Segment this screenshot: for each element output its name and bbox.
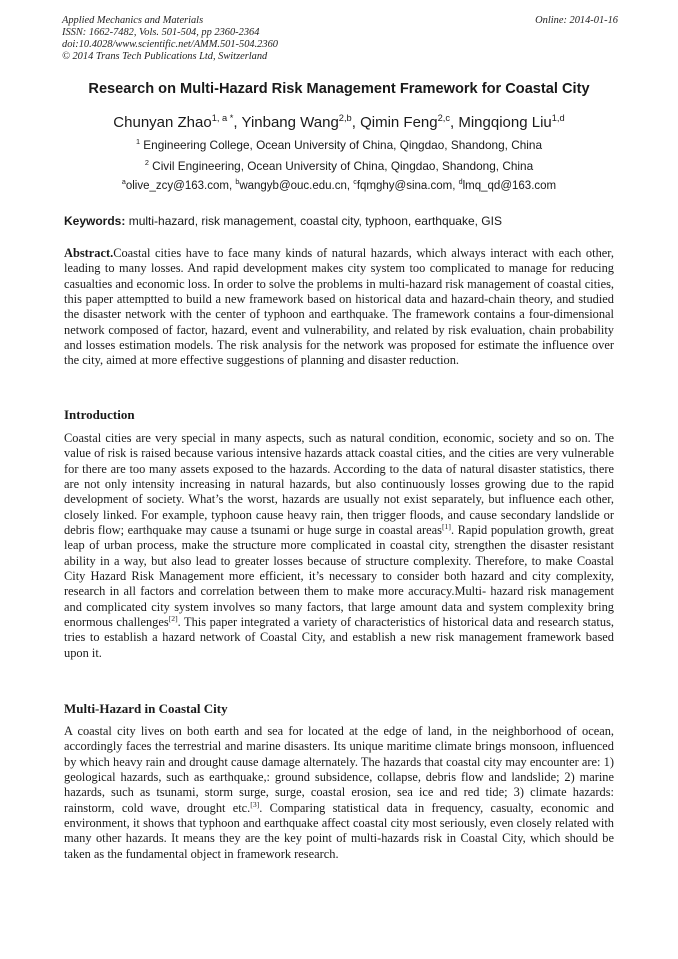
keywords-line — [64, 214, 620, 229]
affiliation-text: Engineering College, Ocean University of China, Qingdao, Shandong, China — [140, 138, 543, 152]
email-link[interactable]: lmq_qd@163.com — [462, 180, 557, 192]
journal-header — [62, 15, 618, 63]
email-sup: b — [235, 178, 240, 187]
email-sup: c — [353, 178, 357, 187]
author-name: Qimin Feng — [360, 114, 438, 131]
keywords-label: Keywords: — [64, 214, 126, 228]
abstract-label: Abstract. — [64, 246, 114, 260]
citation-ref[interactable]: [3] — [250, 799, 260, 809]
email-separator: , — [228, 180, 236, 192]
author-sup: 2,b — [338, 113, 352, 123]
author-name: Yinbang Wang — [241, 114, 339, 131]
multi-hazard-text: A coastal city lives on both earth and sea for located at the edge of land, in the neighborhood of ocean, accordingly faces the terrestrial and marine disasters. Its unique maritime climate brings monsoon, influenced by which heavy rain and drought cause damage alternately. The hazards that coastal city may encounter are: 1) geological hazards, such as earthquake,: ground subsidence, collapse, debris flow and landslide; 2) marine hazards, such as tsunami, storm surge, surge, coastal erosion, sea ice and red tide; 3) climate hazards: rainstorm, cold wave, drought etc. — [64, 724, 614, 815]
intro-text: . This paper integrated a variety of characteristics of historical data and research status, tries to establish a hazard network of Coastal City, and establish a new risk management framework based upon it. — [64, 615, 614, 660]
author-sup: 1,d — [551, 113, 565, 123]
email-link[interactable]: wangyb@ouc.edu.cn — [239, 180, 347, 192]
intro-text: . Rapid population growth, great leap of urban process, make the structure more complicated in coastal city, strengthen the disaster resistant ability in a way, but also lead to greater losses because of structure complexity. Therefore, to make Coastal City Hazard Risk Management more efficient, it’s necessary to consider both hazard and city complexity, research in all factors and correlation between them to make more accuracy.Multi- hazard risk management and complicated city system involves so many factors, that large amount data and system complexity bring enormous challenges — [64, 523, 614, 630]
email-separator: , — [452, 180, 459, 192]
author-sup: 1, a * — [211, 113, 234, 123]
paper-title: Research on Multi-Hazard Risk Management Framework for Coastal City — [88, 81, 590, 97]
online-date: Online: 2014-01-16 — [535, 15, 618, 26]
email-separator: , — [346, 180, 354, 192]
abstract-paragraph — [64, 246, 614, 369]
copyright-line: © 2014 Trans Tech Publications Ltd, Switzerland — [62, 51, 268, 62]
author-sup: 2,c — [437, 113, 451, 123]
issn-line: ISSN: 1662-7482, Vols. 501-504, pp 2360-2364 — [62, 27, 260, 38]
author-name: Mingqiong Liu — [458, 114, 552, 131]
affiliation-text: Civil Engineering, Ocean University of China, Qingdao, Shandong, China — [148, 159, 534, 173]
abstract-text: Coastal cities have to face many kinds of natural hazards, which always interact with each other, leading to many losses. And rapid development makes city system too complicated to manage for reducing casualties and economic loss. In order to solve the problems in multi-hazard risk management of coastal cities, this paper attemptted to build a new framework based on historical data and hazard-chain theory, and studied the disaster network with the center of typhoon and earthquake. The framework contains a four-dimensional network composed of factor, hazard, event and vulnerability, and related by risk evaluation, chain probability and losses estimation models. The risk analysis for the network was proposed for estimate the influence over the city, aimed at more effective suggestions of planning and disaster reduction. — [64, 246, 614, 368]
author-list — [20, 113, 658, 133]
intro-text: Coastal cities are very special in many aspects, such as natural condition, economic, society and so on. The value of risk is raised because various intensive hazards attack coastal cities, and the cities are very vulnerable for there are too many assets exposed to the hazards. According to the data of natural disaster statistics, there are not only intensity increasing in natural hazards, but also continuously losses growing due to the rapid development of society. What’s the worst, hazards are usually not exist separately, but influence each other, closely linked. For example, typhoon cause heavy rain, then trigger floods, and cause secondary landslide or debris flow; earthquake may cause a tsunami or huge surge in coastal areas — [64, 431, 614, 538]
affiliation-sup: 1 — [135, 137, 141, 147]
citation-ref[interactable]: [1] — [442, 521, 451, 531]
email-link[interactable]: fqmghy@sina.com — [356, 180, 453, 192]
email-list — [20, 179, 658, 194]
keywords-text: multi-hazard, risk management, coastal city, typhoon, earthquake, GIS — [125, 214, 502, 228]
journal-name: Applied Mechanics and Materials — [62, 15, 204, 26]
author-separator: , — [351, 114, 361, 131]
doi-line: doi:10.4028/www.scientific.net/AMM.501-504.2360 — [62, 39, 278, 50]
author-name: Chunyan Zhao — [113, 114, 212, 131]
introduction-paragraph — [64, 431, 614, 661]
section-heading-introduction: Introduction — [64, 407, 135, 422]
author-separator: , — [233, 114, 242, 131]
affiliation-2 — [20, 159, 658, 174]
email-link[interactable]: olive_zcy@163.com — [125, 180, 229, 192]
author-separator: , — [450, 114, 459, 131]
section-heading-multi-hazard: Multi-Hazard in Coastal City — [64, 701, 228, 716]
email-sup: a — [121, 178, 126, 187]
multi-hazard-paragraph — [64, 724, 614, 862]
multi-hazard-text: . Comparing statistical data in frequency, casualty, economic and environment, it shows that typhoon and earthquake affect coastal city most seriously, even closely related with many other hazards. It means they are the key point of multi-hazards risk in Coastal City, which should be taken as the fundamental object in framework research. — [64, 800, 614, 861]
affiliation-sup: 2 — [144, 158, 149, 168]
affiliation-1 — [20, 138, 658, 153]
email-sup: d — [458, 178, 463, 187]
citation-ref[interactable]: [2] — [168, 614, 178, 623]
